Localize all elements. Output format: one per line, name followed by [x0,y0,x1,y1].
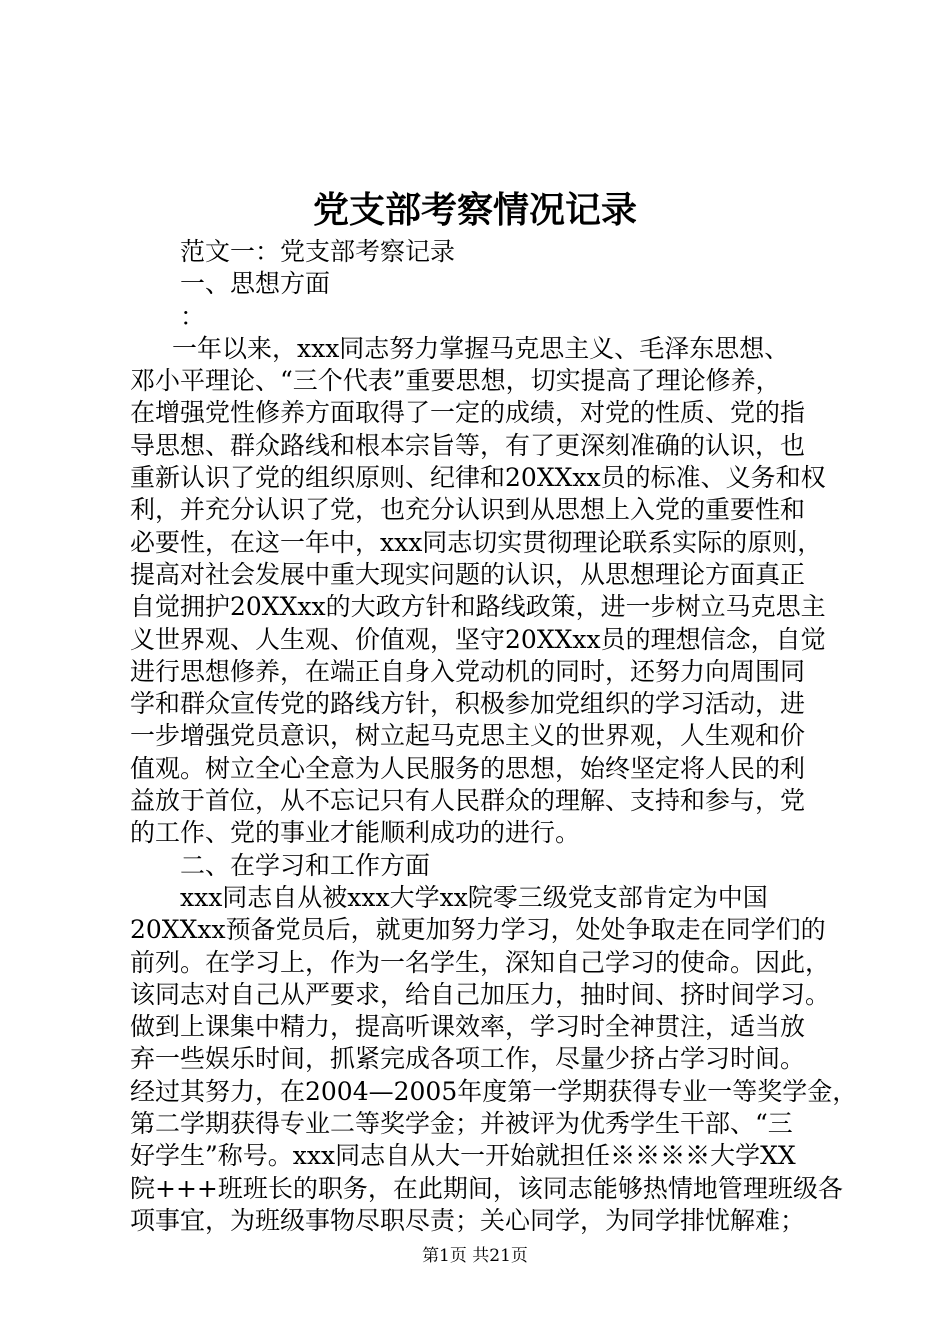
paragraph-line: 第二学期获得专业二等奖学金；并被评为优秀学生干部、“三 [130,1109,793,1139]
document-body [130,236,858,1237]
paragraph-line: 该同志对自己从严要求，给自己加压力，抽时间、挤时间学习。 [130,979,831,1009]
paragraph-line: 邓小平理论、“三个代表”重要思想，切实提高了理论修养， [130,366,781,396]
paragraph-line: 前列。在学习上，作为一名学生，深知自己学习的使命。因此， [130,947,831,977]
paragraph-line: 一年以来，xxx同志努力掌握马克思主义、毛泽东思想、 [172,333,790,363]
paragraph-line: 在增强党性修养方面取得了一定的成绩，对党的性质、党的指 [130,398,806,428]
paragraph-line: 必要性，在这一年中，xxx同志切实贯彻理论联系实际的原则， [130,527,823,557]
paragraph-line: 值观。树立全心全意为人民服务的思想，始终坚定将人民的利 [130,753,806,783]
text-line: ： [180,301,206,331]
paragraph-line: 的工作、党的事业才能顺利成功的进行。 [130,818,581,848]
paragraph-line: 自觉拥护20XXxx的大政方针和路线政策，进一步树立马克思主 [130,592,826,622]
paragraph-line: 益放于首位，从不忘记只有人民群众的理解、支持和参与，党 [130,786,806,816]
paragraph-line: 项事宜，为班级事物尽职尽责；关心同学，为同学排忧解难； [130,1205,806,1235]
paragraph-line: 利，并充分认识了党，也充分认识到从思想上入党的重要性和 [130,495,806,525]
paragraph-line: 好学生”称号。xxx同志自从大一开始就担任※※※※大学XX [130,1141,796,1171]
paragraph-line: 弃一些娱乐时间，抓紧完成各项工作，尽量少挤占学习时间。 [130,1044,806,1074]
paragraph-line: xxx同志自从被xxx大学xx院零三级党支部肯定为中国 [180,882,768,912]
section-heading-thought: 一、思想方面 [180,269,331,299]
paragraph-line: 经过其努力，在2004—2005年度第一学期获得专业一等奖学金， [130,1076,858,1106]
paragraph-line: 一步增强党员意识，树立起马克思主义的世界观，人生观和价 [130,721,806,751]
section-heading-study-work: 二、在学习和工作方面 [180,850,431,880]
document-title: 党支部考察情况记录 [312,189,637,231]
paragraph-line: 进行思想修养，在端正自身入党动机的同时，还努力向周围同 [130,656,806,686]
paragraph-line: 导思想、群众路线和根本宗旨等，有了更深刻准确的认识，也 [130,430,806,460]
paragraph-line: 学和群众宣传党的路线方针，积极参加党组织的学习活动，进 [130,689,806,719]
section-heading-sample: 范文一：党支部考察记录 [180,237,456,266]
paragraph-line: 重新认识了党的组织原则、纪律和20XXxx员的标准、义务和权 [130,463,826,493]
paragraph-line: 提高对社会发展中重大现实问题的认识，从思想理论方面真正 [130,559,806,589]
paragraph-line: 义世界观、人生观、价值观，坚守20XXxx员的理想信念，自觉 [130,624,826,654]
paragraph-line: 20XXxx预备党员后，就更加努力学习，处处争取走在同学们的 [130,915,826,945]
paragraph-line: 院+++班班长的职务，在此期间，该同志能够热情地管理班级各 [130,1173,843,1203]
paragraph-line: 做到上课集中精力，提高听课效率，学习时全神贯注，适当放 [130,1012,806,1042]
page-footer: 第1页 共21页 [422,1246,528,1266]
